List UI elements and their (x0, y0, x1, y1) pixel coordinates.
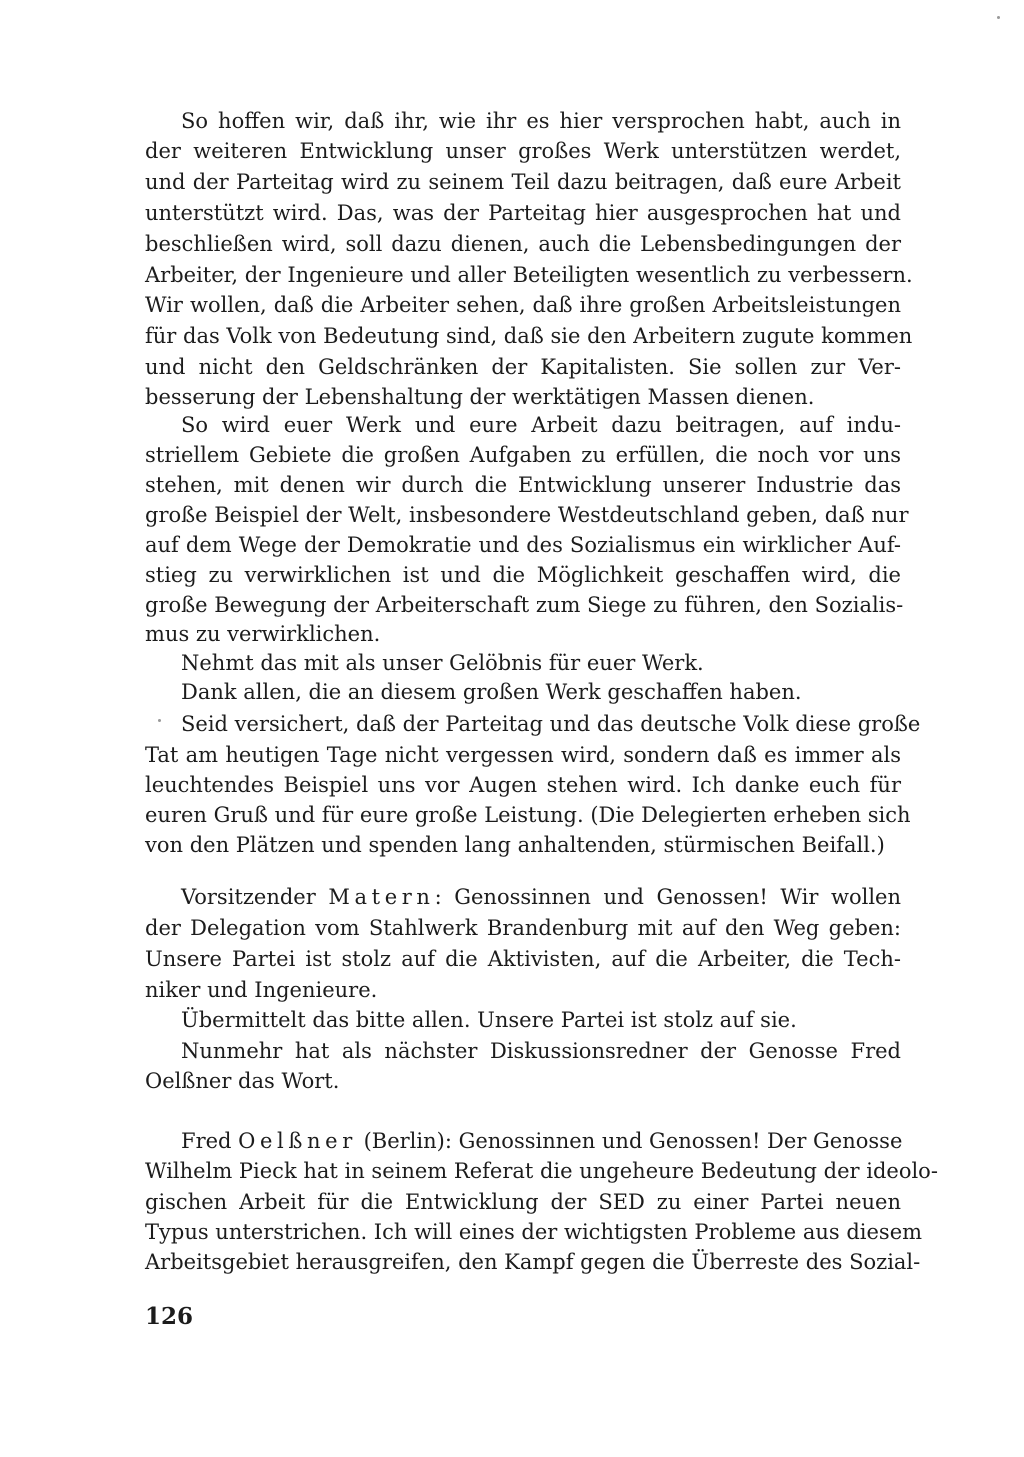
text-line: Übermittelt das bitte allen. Unsere Partei ist stolz auf sie. (181, 1008, 797, 1032)
text-line: Tat am heutigen Tage nicht vergessen wird, sondern daß es immer als (145, 743, 901, 767)
text-line: stehen, mit denen wir durch die Entwicklung unserer Industrie das (145, 473, 901, 497)
text-line: auf dem Wege der Demokratie und des Sozialismus ein wirklicher Auf- (145, 533, 901, 557)
text-line: Wir wollen, daß die Arbeiter sehen, daß ihre großen Arbeitsleistungen (145, 293, 901, 317)
text-line: Wilhelm Pieck hat in seinem Referat die ungeheure Bedeutung der ideolo- (145, 1159, 938, 1183)
text-line: und nicht den Geldschränken der Kapitalisten. Sie sollen zur Ver- (145, 355, 901, 379)
speaker-prefix: Fred (181, 1129, 232, 1153)
text-line: Oelßner das Wort. (145, 1069, 340, 1093)
speaker-line-rest: : Genossinnen und Genossen! Wir wollen (434, 885, 901, 909)
text-line: niker und Ingenieure. (145, 978, 378, 1002)
text-line: So wird euer Werk und eure Arbeit dazu beitragen, auf indu- (181, 413, 901, 437)
text-line: Arbeitsgebiet herausgreifen, den Kampf gegen die Überreste des Sozial- (145, 1250, 921, 1274)
text-line: Dank allen, die an diesem großen Werk geschaffen haben. (181, 680, 802, 704)
scan-speck (158, 719, 161, 722)
text-line: striellem Gebiete die großen Aufgaben zu erfüllen, die noch vor uns (145, 443, 901, 467)
speaker-name: Matern (328, 885, 435, 909)
text-line: euren Gruß und für eure große Leistung. (Die Delegierten erheben sich (145, 803, 911, 827)
text-line: leuchtendes Beispiel uns vor Augen stehen wird. Ich danke euch für (145, 773, 901, 797)
text-line: mus zu verwirklichen. (145, 622, 381, 646)
text-line: Arbeiter, der Ingenieure und aller Beteiligten wesentlich zu verbessern. (145, 263, 913, 287)
scan-speck (997, 16, 1000, 19)
text-line: besserung der Lebenshaltung der werktätigen Massen dienen. (145, 385, 815, 409)
text-line: für das Volk von Bedeutung sind, daß sie den Arbeitern zugute kommen (145, 324, 913, 348)
speaker-line (181, 882, 901, 912)
text-line: So hoffen wir, daß ihr, wie ihr es hier versprochen habt, auch in (181, 109, 901, 133)
text-line: der weiteren Entwicklung unser großes Werk unterstützen werdet, (145, 139, 901, 163)
speaker-name: Oelßner (238, 1129, 357, 1153)
text-line: große Bewegung der Arbeiterschaft zum Siege zu führen, den Sozialis- (145, 593, 904, 617)
speaker-prefix: Vorsitzender (181, 885, 316, 909)
text-line: Typus unterstrichen. Ich will eines der wichtigsten Probleme aus diesem (145, 1220, 923, 1244)
text-line: große Beispiel der Welt, insbesondere Westdeutschland geben, daß nur (145, 503, 909, 527)
text-line: unterstützt wird. Das, was der Parteitag hier ausgesprochen hat und (145, 201, 901, 225)
page-number: 126 (145, 1303, 194, 1330)
speaker-line-rest: (Berlin): Genossinnen und Genossen! Der Genosse (356, 1129, 903, 1153)
text-line: der Delegation vom Stahlwerk Brandenburg mit auf den Weg geben: (145, 916, 901, 940)
speaker-line (181, 1126, 901, 1156)
text-line: stieg zu verwirklichen ist und die Möglichkeit geschaffen wird, die (145, 563, 901, 587)
text-line: gischen Arbeit für die Entwicklung der SED zu einer Partei neuen (145, 1190, 901, 1214)
text-line: Nehmt das mit als unser Gelöbnis für euer Werk. (181, 651, 704, 675)
text-line: von den Plätzen und spenden lang anhaltenden, stürmischen Beifall.) (145, 833, 885, 857)
text-line: Seid versichert, daß der Parteitag und das deutsche Volk diese große (181, 712, 921, 736)
text-line: Unsere Partei ist stolz auf die Aktivisten, auf die Arbeiter, die Tech- (145, 947, 901, 971)
text-line: und der Parteitag wird zu seinem Teil dazu beitragen, daß eure Arbeit (145, 170, 901, 194)
text-line: Nunmehr hat als nächster Diskussionsredner der Genosse Fred (181, 1039, 901, 1063)
text-line: beschließen wird, soll dazu dienen, auch die Lebensbedingungen der (145, 232, 901, 256)
